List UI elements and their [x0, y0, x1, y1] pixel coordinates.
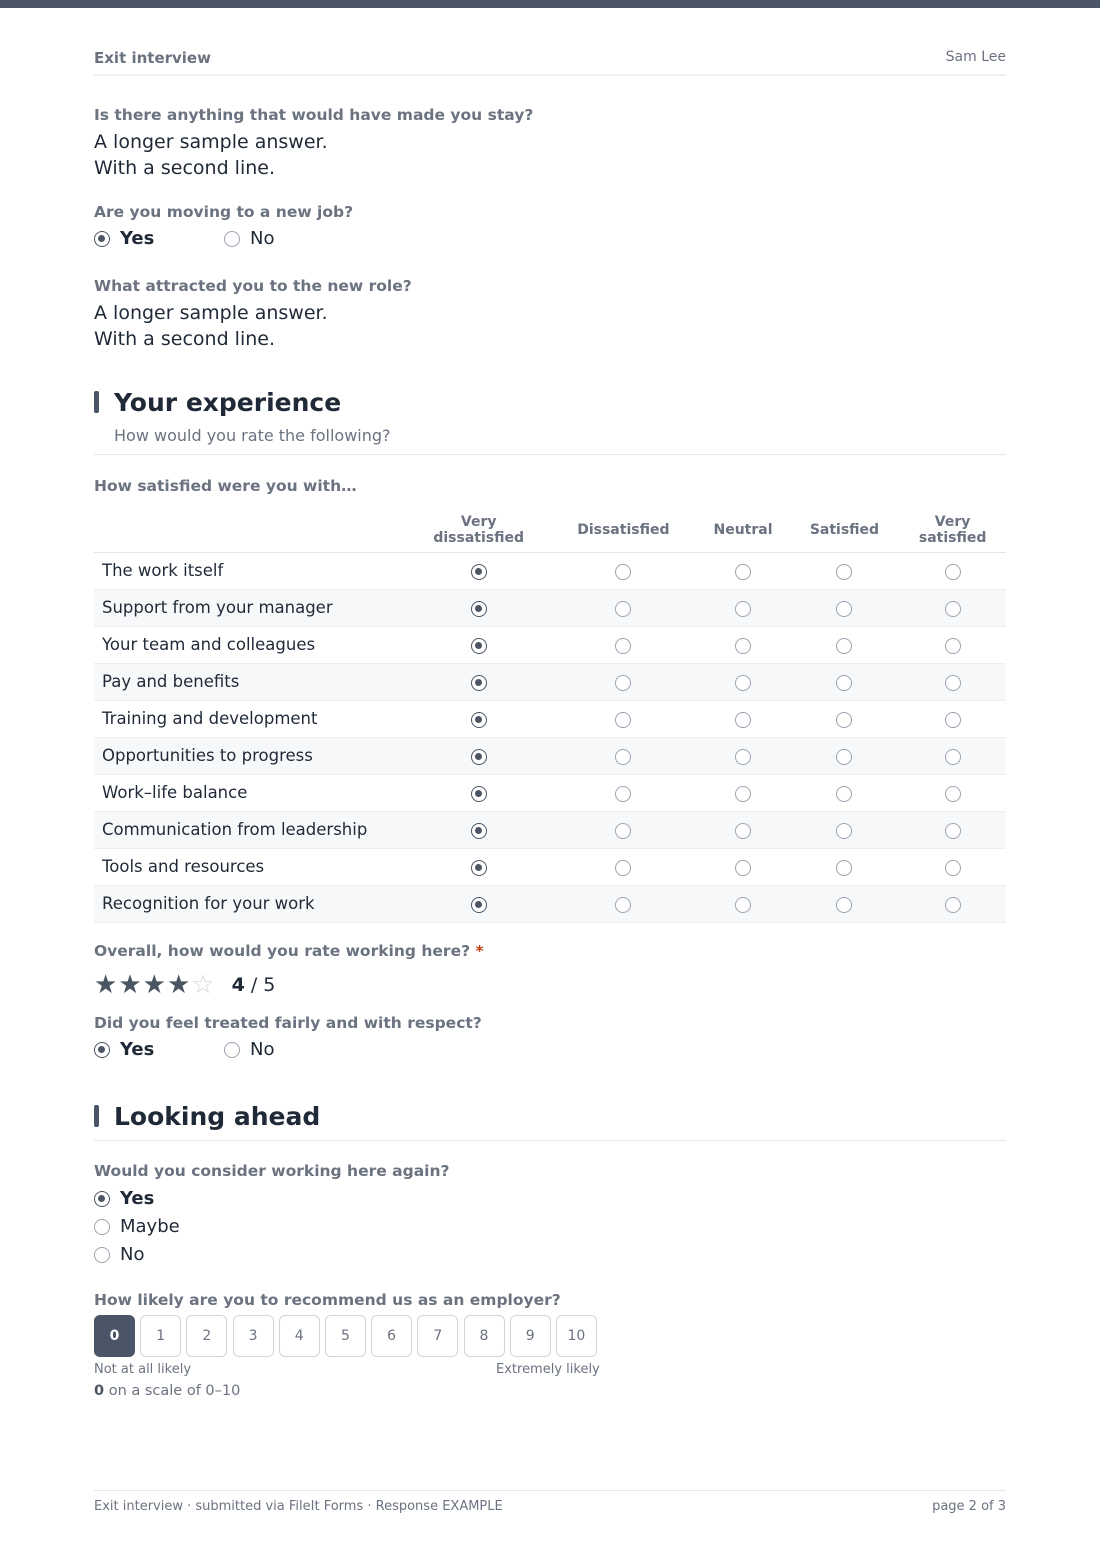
question-overall — [94, 942, 484, 960]
grid-cell — [696, 663, 789, 700]
radio-unselected-icon[interactable] — [836, 675, 852, 691]
grid-cell — [407, 885, 550, 922]
nps-scale-text: on a scale of 0–10 — [108, 1383, 241, 1399]
radio-unselected-icon[interactable] — [945, 601, 961, 617]
table-row — [94, 848, 1006, 885]
grid-cell — [550, 589, 696, 626]
grid-cell — [899, 589, 1006, 626]
grid-cell — [550, 811, 696, 848]
radio-unselected-icon[interactable] — [836, 638, 852, 654]
radio-selected-icon[interactable] — [471, 823, 487, 839]
required-marker: * — [475, 942, 484, 960]
grid-header-row — [94, 508, 1006, 552]
grid-cell — [696, 700, 789, 737]
grid-cell — [407, 663, 550, 700]
radio-unselected-icon[interactable] — [836, 823, 852, 839]
question-new-job: Are you moving to a new job? — [94, 203, 354, 221]
radio-selected-icon[interactable] — [471, 712, 487, 728]
row-label: Your team and colleagues — [94, 626, 407, 663]
grid-cell — [696, 774, 789, 811]
radio-option-yes[interactable] — [94, 1037, 224, 1063]
grid-cell — [407, 848, 550, 885]
nps-option-3[interactable]: 3 — [233, 1315, 274, 1357]
radio-unselected-icon[interactable] — [836, 749, 852, 765]
radio-unselected-icon[interactable] — [735, 638, 751, 654]
section-divider — [94, 454, 1006, 455]
grid-cell — [696, 885, 789, 922]
radio-unselected-icon[interactable] — [615, 749, 631, 765]
answer-stay — [94, 129, 328, 181]
section-experience — [94, 388, 1006, 458]
radio-unselected-icon[interactable] — [735, 749, 751, 765]
radio-unselected-icon[interactable] — [615, 897, 631, 913]
grid-cell — [790, 848, 900, 885]
table-row — [94, 700, 1006, 737]
radio-selected-icon[interactable] — [471, 897, 487, 913]
radio-selected-icon[interactable] — [94, 1042, 110, 1058]
nps-option-2[interactable]: 2 — [186, 1315, 227, 1357]
grid-cell — [899, 663, 1006, 700]
radio-group-fair — [94, 1037, 274, 1063]
radio-unselected-icon[interactable] — [945, 749, 961, 765]
radio-unselected-icon[interactable] — [735, 564, 751, 580]
grid-cell — [696, 848, 789, 885]
nps-value: 0 — [94, 1383, 105, 1399]
grid-cell — [899, 626, 1006, 663]
page-header — [94, 48, 1006, 76]
grid-cell — [696, 589, 789, 626]
radio-selected-icon[interactable] — [471, 564, 487, 580]
grid-header-very-satisfied — [899, 508, 1006, 552]
question-nps: How likely are you to recommend us as an employer? — [94, 1291, 561, 1309]
question-overall-text: Overall, how would you rate working here? — [94, 942, 471, 960]
grid-cell — [407, 589, 550, 626]
footer-left: Exit interview · submitted via FileIt Forms · Response EXAMPLE — [94, 1499, 503, 1514]
grid-cell — [407, 626, 550, 663]
section-title-experience: Your experience — [114, 388, 342, 417]
grid-cell — [899, 848, 1006, 885]
grid-cell — [407, 774, 550, 811]
col-label-line1: Neutral — [713, 521, 773, 538]
nps-option-1[interactable]: 1 — [140, 1315, 181, 1357]
nps-option-7[interactable]: 7 — [417, 1315, 458, 1357]
section-title-looking-ahead: Looking ahead — [114, 1102, 321, 1131]
nps-option-9[interactable]: 9 — [510, 1315, 551, 1357]
radio-unselected-icon[interactable] — [615, 564, 631, 580]
table-row — [94, 626, 1006, 663]
satisfaction-grid — [94, 508, 1006, 923]
rating-number: 4 — [231, 974, 245, 996]
table-row — [94, 552, 1006, 589]
grid-cell — [550, 737, 696, 774]
radio-selected-icon[interactable] — [94, 1191, 110, 1207]
answer-stay-line1: A longer sample answer. — [94, 131, 328, 153]
grid-cell — [696, 811, 789, 848]
question-satisfaction: How satisfied were you with… — [94, 477, 357, 495]
grid-cell — [790, 885, 900, 922]
stars-container — [94, 972, 216, 998]
row-label: Training and development — [94, 700, 407, 737]
radio-label-yes: Yes — [120, 228, 155, 249]
grid-cell — [899, 737, 1006, 774]
radio-unselected-icon[interactable] — [615, 823, 631, 839]
nps-summary — [94, 1383, 240, 1399]
star-filled-icon[interactable]: ★ — [142, 970, 166, 1000]
grid-cell — [407, 700, 550, 737]
grid-cell — [550, 552, 696, 589]
grid-cell — [550, 663, 696, 700]
radio-unselected-icon[interactable] — [836, 786, 852, 802]
grid-cell — [407, 737, 550, 774]
question-stay: Is there anything that would have made you stay? — [94, 106, 534, 124]
grid-cell — [407, 552, 550, 589]
col-label-line2: dissatisfied — [433, 529, 525, 546]
table-row — [94, 774, 1006, 811]
radio-unselected-icon[interactable] — [735, 712, 751, 728]
col-label-line1: Very — [460, 513, 497, 530]
radio-unselected-icon[interactable] — [945, 564, 961, 580]
radio-option-no[interactable] — [224, 1037, 274, 1063]
table-row — [94, 811, 1006, 848]
radio-unselected-icon[interactable] — [945, 675, 961, 691]
question-again: Would you consider working here again? — [94, 1162, 450, 1180]
grid-cell — [550, 885, 696, 922]
grid-header-satisfied — [790, 508, 900, 552]
grid-cell — [550, 700, 696, 737]
rating-max: / 5 — [250, 974, 276, 996]
row-label: Communication from leadership — [94, 811, 407, 848]
nps-option-5[interactable]: 5 — [325, 1315, 366, 1357]
star-filled-icon[interactable]: ★ — [94, 970, 118, 1000]
section-marker — [94, 1105, 99, 1127]
nps-high-label: Extremely likely — [496, 1362, 600, 1377]
form-title: Exit interview — [94, 49, 211, 67]
top-accent-bar — [0, 0, 1100, 8]
radio-unselected-icon[interactable] — [836, 601, 852, 617]
radio-label-maybe: Maybe — [120, 1216, 180, 1237]
star-filled-icon[interactable]: ★ — [166, 970, 191, 1000]
radio-label-yes: Yes — [120, 1039, 155, 1060]
row-label: Pay and benefits — [94, 663, 407, 700]
grid-cell — [899, 811, 1006, 848]
nps-option-10[interactable]: 10 — [556, 1315, 597, 1357]
grid-header-very-dissatisfied — [407, 508, 550, 552]
radio-unselected-icon[interactable] — [735, 786, 751, 802]
radio-unselected-icon[interactable] — [945, 860, 961, 876]
radio-unselected-icon[interactable] — [945, 786, 961, 802]
respondent-name: Sam Lee — [945, 49, 1006, 65]
radio-selected-icon[interactable] — [471, 786, 487, 802]
radio-selected-icon[interactable] — [94, 231, 110, 247]
grid-cell — [790, 774, 900, 811]
row-label: Work–life balance — [94, 774, 407, 811]
grid-cell — [899, 552, 1006, 589]
radio-unselected-icon[interactable] — [836, 897, 852, 913]
star-rating — [94, 972, 275, 998]
table-row — [94, 737, 1006, 774]
section-subtitle-experience: How would you rate the following? — [114, 426, 391, 445]
grid-cell — [899, 700, 1006, 737]
answer-attracted-line1: A longer sample answer. — [94, 302, 328, 324]
radio-selected-icon[interactable] — [471, 601, 487, 617]
nps-low-label: Not at all likely — [94, 1362, 192, 1377]
row-label: Support from your manager — [94, 589, 407, 626]
radio-unselected-icon[interactable] — [945, 712, 961, 728]
grid-body — [94, 552, 1006, 922]
radio-unselected-icon[interactable] — [94, 1219, 110, 1235]
grid-cell — [790, 811, 900, 848]
grid-cell — [790, 700, 900, 737]
radio-option-yes[interactable] — [94, 1185, 180, 1213]
col-label-line1: Satisfied — [809, 521, 880, 538]
grid-cell — [899, 885, 1006, 922]
radio-unselected-icon[interactable] — [945, 823, 961, 839]
radio-unselected-icon[interactable] — [836, 860, 852, 876]
grid-cell — [696, 737, 789, 774]
nps-option-6[interactable]: 6 — [371, 1315, 412, 1357]
radio-unselected-icon[interactable] — [94, 1247, 110, 1263]
radio-unselected-icon[interactable] — [836, 712, 852, 728]
radio-group-again — [94, 1185, 180, 1269]
radio-unselected-icon[interactable] — [615, 860, 631, 876]
radio-unselected-icon[interactable] — [615, 786, 631, 802]
radio-option-no[interactable] — [224, 226, 274, 252]
radio-group-new-job — [94, 226, 274, 252]
row-label: Opportunities to progress — [94, 737, 407, 774]
nps-scale — [94, 1315, 602, 1357]
answer-attracted — [94, 300, 328, 352]
row-label: Recognition for your work — [94, 885, 407, 922]
radio-selected-icon[interactable] — [471, 638, 487, 654]
radio-unselected-icon[interactable] — [615, 601, 631, 617]
answer-stay-line2: With a second line. — [94, 157, 275, 179]
rating-value — [232, 974, 276, 996]
grid-cell — [790, 663, 900, 700]
radio-unselected-icon[interactable] — [945, 897, 961, 913]
grid-cell — [696, 552, 789, 589]
table-row — [94, 885, 1006, 922]
radio-unselected-icon[interactable] — [735, 860, 751, 876]
row-label: The work itself — [94, 552, 407, 589]
grid-cell — [550, 626, 696, 663]
section-looking-ahead — [94, 1102, 1006, 1142]
radio-unselected-icon[interactable] — [615, 675, 631, 691]
grid-cell — [696, 626, 789, 663]
grid-header-blank — [94, 508, 407, 552]
nps-option-0[interactable]: 0 — [94, 1315, 135, 1357]
table-row — [94, 589, 1006, 626]
radio-unselected-icon[interactable] — [945, 638, 961, 654]
grid-cell — [899, 774, 1006, 811]
radio-unselected-icon[interactable] — [735, 675, 751, 691]
table-row — [94, 663, 1006, 700]
grid-header-dissatisfied — [550, 508, 696, 552]
radio-unselected-icon[interactable] — [224, 231, 240, 247]
section-marker — [94, 391, 99, 413]
radio-unselected-icon[interactable] — [615, 712, 631, 728]
radio-label-no: No — [250, 1039, 275, 1060]
radio-unselected-icon[interactable] — [735, 897, 751, 913]
grid-cell — [790, 552, 900, 589]
radio-unselected-icon[interactable] — [735, 601, 751, 617]
question-fair: Did you feel treated fairly and with respect? — [94, 1014, 482, 1032]
radio-unselected-icon[interactable] — [836, 564, 852, 580]
grid-cell — [407, 811, 550, 848]
col-label-line2: satisfied — [918, 529, 987, 546]
nps-option-8[interactable]: 8 — [464, 1315, 505, 1357]
col-label-line1: Dissatisfied — [577, 521, 670, 538]
radio-option-no[interactable] — [94, 1241, 180, 1269]
radio-label-yes: Yes — [120, 1188, 155, 1209]
grid-cell — [550, 774, 696, 811]
col-label-line1: Very — [934, 513, 971, 530]
radio-selected-icon[interactable] — [471, 675, 487, 691]
radio-label-no: No — [120, 1244, 145, 1265]
radio-option-maybe[interactable] — [94, 1213, 180, 1241]
grid-cell — [790, 737, 900, 774]
radio-selected-icon[interactable] — [471, 749, 487, 765]
question-attracted: What attracted you to the new role? — [94, 277, 412, 295]
grid-cell — [550, 848, 696, 885]
answer-attracted-line2: With a second line. — [94, 328, 275, 350]
grid-cell — [790, 589, 900, 626]
star-filled-icon[interactable]: ★ — [118, 970, 142, 1000]
page-footer — [94, 1490, 1006, 1514]
grid-header-neutral — [696, 508, 789, 552]
star-empty-icon[interactable]: ☆ — [191, 970, 215, 1000]
radio-option-yes[interactable] — [94, 226, 224, 252]
radio-selected-icon[interactable] — [471, 860, 487, 876]
nps-option-4[interactable]: 4 — [279, 1315, 320, 1357]
radio-label-no: No — [250, 228, 275, 249]
footer-page-number: page 2 of 3 — [932, 1499, 1006, 1514]
row-label: Tools and resources — [94, 848, 407, 885]
radio-unselected-icon[interactable] — [224, 1042, 240, 1058]
grid-cell — [790, 626, 900, 663]
radio-unselected-icon[interactable] — [735, 823, 751, 839]
section-divider — [94, 1140, 1006, 1141]
radio-unselected-icon[interactable] — [615, 638, 631, 654]
